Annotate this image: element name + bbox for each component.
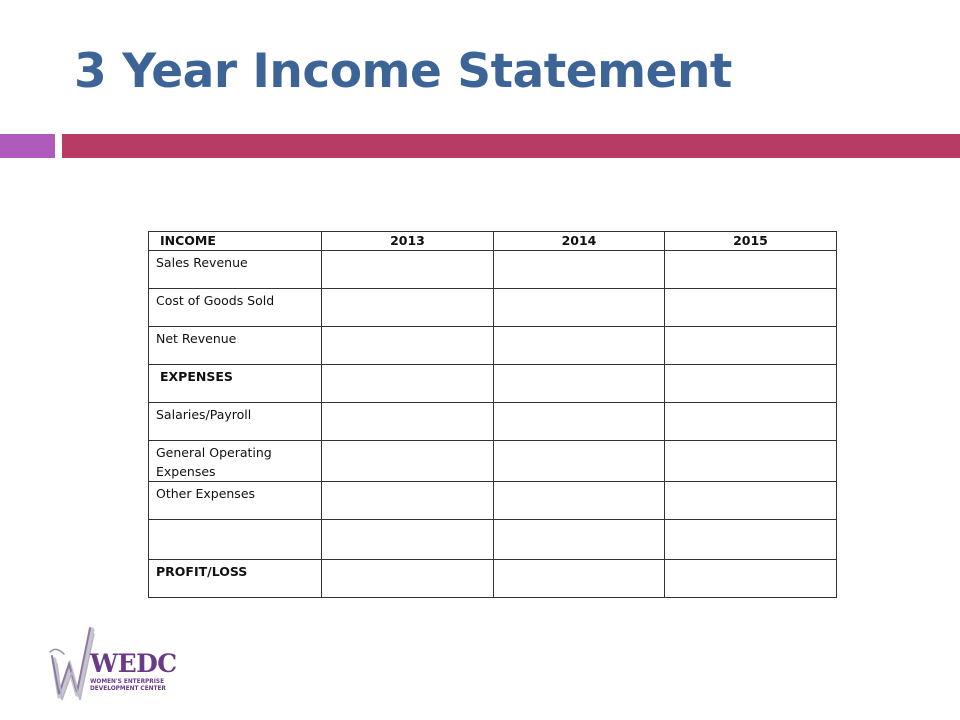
table-cell bbox=[322, 482, 494, 520]
header-income: INCOME bbox=[149, 232, 322, 251]
table-cell bbox=[665, 327, 837, 365]
accent-bar-small bbox=[0, 134, 55, 158]
row-label-blank bbox=[149, 520, 322, 560]
accent-bar-large bbox=[62, 134, 960, 158]
table-cell bbox=[322, 441, 494, 482]
wedc-logo bbox=[48, 624, 177, 704]
logo-tagline-line-1: WOMEN'S ENTERPRISE bbox=[90, 679, 165, 685]
row-label-net-revenue: Net Revenue bbox=[149, 327, 322, 365]
table-cell bbox=[322, 251, 494, 289]
w-swoosh-icon bbox=[48, 624, 96, 704]
logo-tagline-line-2: DEVELOPMENT CENTER bbox=[90, 686, 166, 692]
row-label-other-expenses: Other Expenses bbox=[149, 482, 322, 520]
table-cell bbox=[322, 520, 494, 560]
table-row bbox=[149, 365, 837, 403]
row-label-expenses: EXPENSES bbox=[149, 365, 322, 403]
table-cell bbox=[494, 403, 665, 441]
income-statement-table bbox=[148, 231, 837, 598]
table-header-row bbox=[149, 232, 837, 251]
table-cell bbox=[665, 365, 837, 403]
row-label-profit-loss: PROFIT/LOSS bbox=[149, 560, 322, 598]
table-cell bbox=[494, 251, 665, 289]
table-row bbox=[149, 403, 837, 441]
table-cell bbox=[665, 441, 837, 482]
table-cell bbox=[665, 560, 837, 598]
table-cell bbox=[322, 365, 494, 403]
table-cell bbox=[494, 520, 665, 560]
table-cell bbox=[322, 327, 494, 365]
table-cell bbox=[665, 251, 837, 289]
table-row bbox=[149, 441, 837, 482]
table-cell bbox=[494, 327, 665, 365]
table-row bbox=[149, 289, 837, 327]
table-cell bbox=[665, 520, 837, 560]
slide-title: 3 Year Income Statement bbox=[74, 44, 732, 99]
table-row bbox=[149, 560, 837, 598]
row-label-salaries-payroll: Salaries/Payroll bbox=[149, 403, 322, 441]
table-cell bbox=[665, 403, 837, 441]
logo-wordmark: WEDC bbox=[90, 649, 177, 678]
table-cell bbox=[665, 289, 837, 327]
table-cell bbox=[494, 560, 665, 598]
table-cell bbox=[494, 289, 665, 327]
row-label-general-operating-expenses: General Operating Expenses bbox=[149, 441, 322, 482]
table-cell bbox=[494, 365, 665, 403]
logo-tagline bbox=[90, 679, 166, 693]
table-row bbox=[149, 251, 837, 289]
table-cell bbox=[665, 482, 837, 520]
header-year-2015: 2015 bbox=[665, 232, 837, 251]
table-row bbox=[149, 327, 837, 365]
row-label-sales-revenue: Sales Revenue bbox=[149, 251, 322, 289]
table-cell bbox=[322, 289, 494, 327]
table-row bbox=[149, 482, 837, 520]
table-row bbox=[149, 520, 837, 560]
table-cell bbox=[494, 482, 665, 520]
table-cell bbox=[494, 441, 665, 482]
table-cell bbox=[322, 560, 494, 598]
table-cell bbox=[322, 403, 494, 441]
header-year-2014: 2014 bbox=[494, 232, 665, 251]
header-year-2013: 2013 bbox=[322, 232, 494, 251]
row-label-cost-of-goods-sold: Cost of Goods Sold bbox=[149, 289, 322, 327]
